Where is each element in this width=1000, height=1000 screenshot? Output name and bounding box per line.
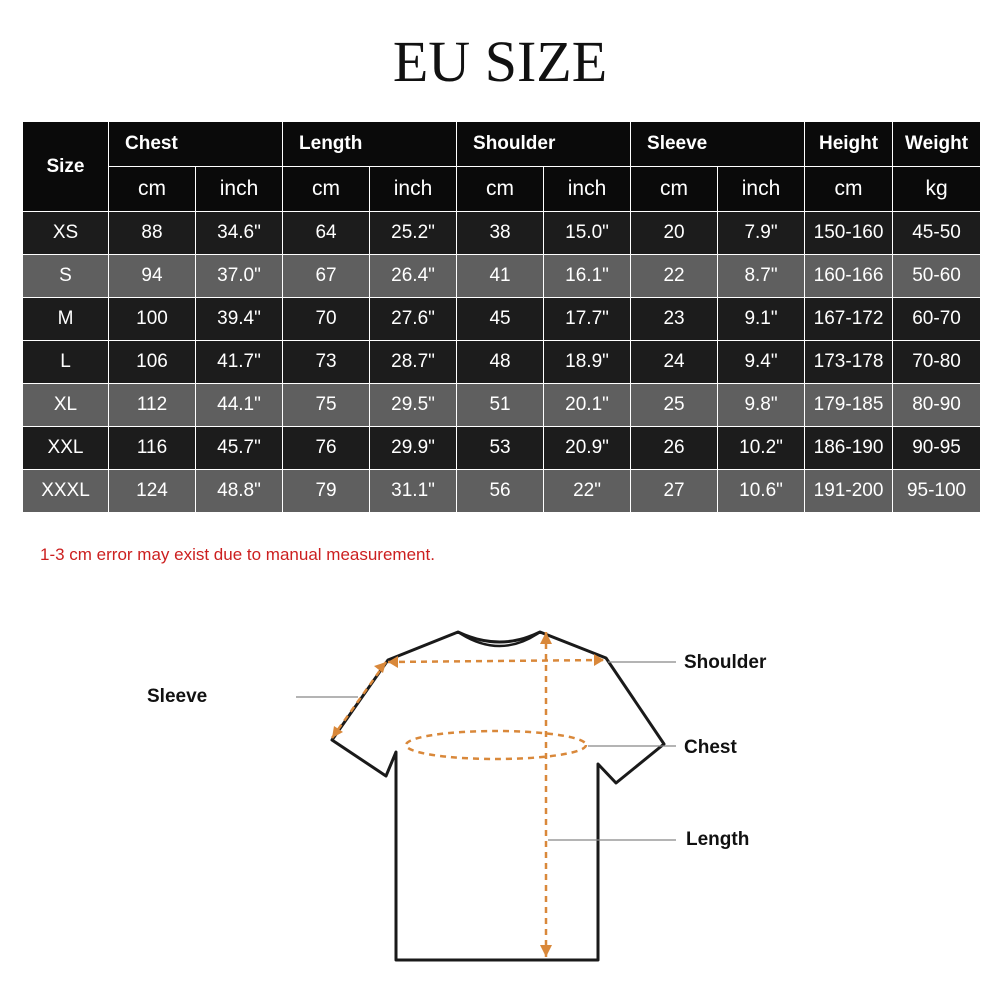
table-cell: 34.6": [196, 212, 283, 255]
table-cell: 29.5": [370, 384, 457, 427]
header-group-chest: Chest: [109, 122, 283, 167]
table-cell: 17.7": [544, 298, 631, 341]
table-cell: 15.0": [544, 212, 631, 255]
table-cell: 70: [283, 298, 370, 341]
table-cell: 10.6": [718, 470, 805, 513]
table-cell: 41: [457, 255, 544, 298]
table-cell: 29.9": [370, 427, 457, 470]
table-cell: 116: [109, 427, 196, 470]
table-cell: 112: [109, 384, 196, 427]
table-row: [23, 212, 981, 255]
header-group-shoulder: Shoulder: [457, 122, 631, 167]
table-cell: 45: [457, 298, 544, 341]
table-cell: 64: [283, 212, 370, 255]
table-cell: 20: [631, 212, 718, 255]
size-cell: XXXL: [23, 470, 109, 513]
table-cell: 67: [283, 255, 370, 298]
table-cell: 50-60: [893, 255, 981, 298]
table-cell: 48.8": [196, 470, 283, 513]
table-cell: 8.7": [718, 255, 805, 298]
header-size: Size: [23, 122, 109, 212]
size-cell: XXL: [23, 427, 109, 470]
table-cell: 106: [109, 341, 196, 384]
tshirt-measurement-diagram: [0, 600, 1000, 980]
header-unit: inch: [370, 167, 457, 212]
table-cell: 7.9": [718, 212, 805, 255]
table-cell: 191-200: [805, 470, 893, 513]
table-cell: 9.4": [718, 341, 805, 384]
table-cell: 45.7": [196, 427, 283, 470]
header-unit: inch: [196, 167, 283, 212]
table-cell: 20.1": [544, 384, 631, 427]
table-cell: 25: [631, 384, 718, 427]
table-cell: 9.1": [718, 298, 805, 341]
table-cell: 16.1": [544, 255, 631, 298]
table-cell: 94: [109, 255, 196, 298]
table-cell: 23: [631, 298, 718, 341]
table-cell: 80-90: [893, 384, 981, 427]
size-cell: L: [23, 341, 109, 384]
table-cell: 79: [283, 470, 370, 513]
table-cell: 9.8": [718, 384, 805, 427]
table-cell: 25.2": [370, 212, 457, 255]
table-cell: 39.4": [196, 298, 283, 341]
header-unit: cm: [109, 167, 196, 212]
page-title: EU SIZE: [392, 29, 608, 94]
table-cell: 44.1": [196, 384, 283, 427]
header-unit: cm: [631, 167, 718, 212]
length-label: Length: [686, 829, 750, 850]
table-cell: 22: [631, 255, 718, 298]
table-cell: 41.7": [196, 341, 283, 384]
table-cell: 10.2": [718, 427, 805, 470]
header-unit: inch: [544, 167, 631, 212]
size-cell: M: [23, 298, 109, 341]
table-cell: 76: [283, 427, 370, 470]
table-row: [23, 255, 981, 298]
header-group-sleeve: Sleeve: [631, 122, 805, 167]
sleeve-label: Sleeve: [147, 686, 208, 707]
table-cell: 31.1": [370, 470, 457, 513]
table-cell: 90-95: [893, 427, 981, 470]
table-cell: 26: [631, 427, 718, 470]
table-cell: 45-50: [893, 212, 981, 255]
table-cell: 186-190: [805, 427, 893, 470]
table-cell: 124: [109, 470, 196, 513]
size-cell: XS: [23, 212, 109, 255]
table-cell: 100: [109, 298, 196, 341]
header-group-length: Length: [283, 122, 457, 167]
table-row: [23, 384, 981, 427]
size-cell: XL: [23, 384, 109, 427]
header-unit: inch: [718, 167, 805, 212]
tshirt-outline: [332, 632, 664, 960]
table-cell: 22": [544, 470, 631, 513]
table-cell: 150-160: [805, 212, 893, 255]
table-cell: 51: [457, 384, 544, 427]
table-cell: 27: [631, 470, 718, 513]
table-row: [23, 427, 981, 470]
table-cell: 48: [457, 341, 544, 384]
table-cell: 88: [109, 212, 196, 255]
table-cell: 75: [283, 384, 370, 427]
size-cell: S: [23, 255, 109, 298]
header-group-weight: Weight: [893, 122, 981, 167]
table-cell: 53: [457, 427, 544, 470]
table-cell: 37.0": [196, 255, 283, 298]
measurement-note: 1-3 cm error may exist due to manual measurement.: [40, 545, 435, 564]
header-unit: cm: [283, 167, 370, 212]
table-cell: 160-166: [805, 255, 893, 298]
table-cell: 28.7": [370, 341, 457, 384]
chest-label: Chest: [684, 737, 737, 758]
table-cell: 95-100: [893, 470, 981, 513]
table-cell: 18.9": [544, 341, 631, 384]
header-unit: cm: [805, 167, 893, 212]
table-cell: 173-178: [805, 341, 893, 384]
table-cell: 20.9": [544, 427, 631, 470]
table-cell: 26.4": [370, 255, 457, 298]
table-cell: 60-70: [893, 298, 981, 341]
table-cell: 27.6": [370, 298, 457, 341]
table-cell: 56: [457, 470, 544, 513]
table-row: [23, 341, 981, 384]
shoulder-label: Shoulder: [684, 652, 767, 673]
table-cell: 73: [283, 341, 370, 384]
header-unit: kg: [893, 167, 981, 212]
table-cell: 24: [631, 341, 718, 384]
table-cell: 70-80: [893, 341, 981, 384]
table-cell: 38: [457, 212, 544, 255]
table-row: [23, 298, 981, 341]
table-cell: 179-185: [805, 384, 893, 427]
table-row: [23, 470, 981, 513]
table-cell: 167-172: [805, 298, 893, 341]
header-group-height: Height: [805, 122, 893, 167]
size-chart-table: [22, 121, 981, 513]
header-unit: cm: [457, 167, 544, 212]
